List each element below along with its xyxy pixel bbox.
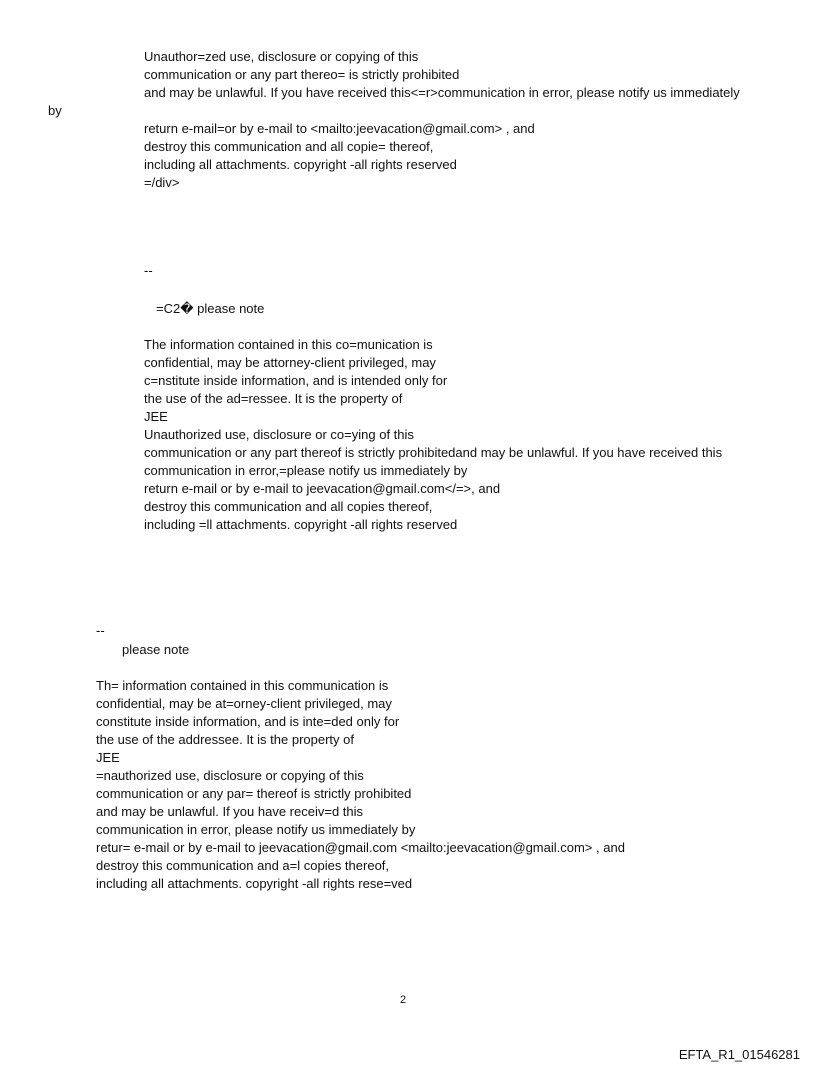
text-line: communication or any part thereof is strictly prohibitedand may be unlawful. If you have received this xyxy=(144,445,723,460)
text-line: destroy this communication and all copie= thereof, xyxy=(144,139,434,154)
text-line: and may be unlawful. If you have receiv=d this xyxy=(96,804,364,819)
text-line: including all attachments. copyright -all rights rese=ved xyxy=(96,876,413,891)
text-line: =/div> xyxy=(144,175,180,190)
text-line: communication or any part thereo= is strictly prohibited xyxy=(144,67,460,82)
text-line: the use of the ad=ressee. It is the property of xyxy=(144,391,403,406)
text-line: JEE xyxy=(96,750,120,765)
text-line: c=nstitute inside information, and is intended only for xyxy=(144,373,448,388)
text-line: confidential, may be at=orney-client privileged, may xyxy=(96,696,392,711)
text-line: The information contained in this co=munication is xyxy=(144,337,433,352)
text-line: communication in error,=please notify us immediately by xyxy=(144,463,468,478)
text-line: communication in error, please notify us immediately by xyxy=(96,822,416,837)
text-line: including all attachments. copyright -all rights reserved xyxy=(144,157,457,172)
text-line: Th= information contained in this communication is xyxy=(96,678,389,693)
signature-separator: -- xyxy=(96,623,105,638)
page-number: 2 xyxy=(400,994,407,1006)
text-line: by xyxy=(48,103,62,118)
text-line: =nauthorized use, disclosure or copying of this xyxy=(96,768,364,783)
text-line: the use of the addressee. It is the property of xyxy=(96,732,354,747)
text-line: including =ll attachments. copyright -all rights reserved xyxy=(144,517,458,532)
text-line: destroy this communication and all copies thereof, xyxy=(144,499,433,514)
text-line: return e-mail=or by e-mail to <mailto:jeevacation@gmail.com> , and xyxy=(144,121,535,136)
text-line: return e-mail or by e-mail to jeevacation@gmail.com</=>, and xyxy=(144,481,501,496)
text-line: and may be unlawful. If you have received this<=r>communication in error, please notify us immediately xyxy=(144,85,740,100)
please-note-heading: please note xyxy=(122,642,190,657)
bates-number: EFTA_R1_01546281 xyxy=(678,1047,800,1062)
text-line: constitute inside information, and is inte=ded only for xyxy=(96,714,400,729)
signature-separator: -- xyxy=(144,263,153,278)
text-line: Unauthorized use, disclosure or co=ying of this xyxy=(144,427,414,442)
text-line: destroy this communication and a=l copies thereof, xyxy=(96,858,390,873)
text-line: JEE xyxy=(144,409,168,424)
text-line: communication or any par= thereof is strictly prohibited xyxy=(96,786,412,801)
text-line: retur= e-mail or by e-mail to jeevacation@gmail.com <mailto:jeevacation@gmail.com> , and xyxy=(96,840,625,855)
please-note-heading: =C2� please note xyxy=(156,301,265,316)
text-line: confidential, may be attorney-client privileged, may xyxy=(144,355,436,370)
text-line: Unauthor=zed use, disclosure or copying of this xyxy=(144,49,419,64)
